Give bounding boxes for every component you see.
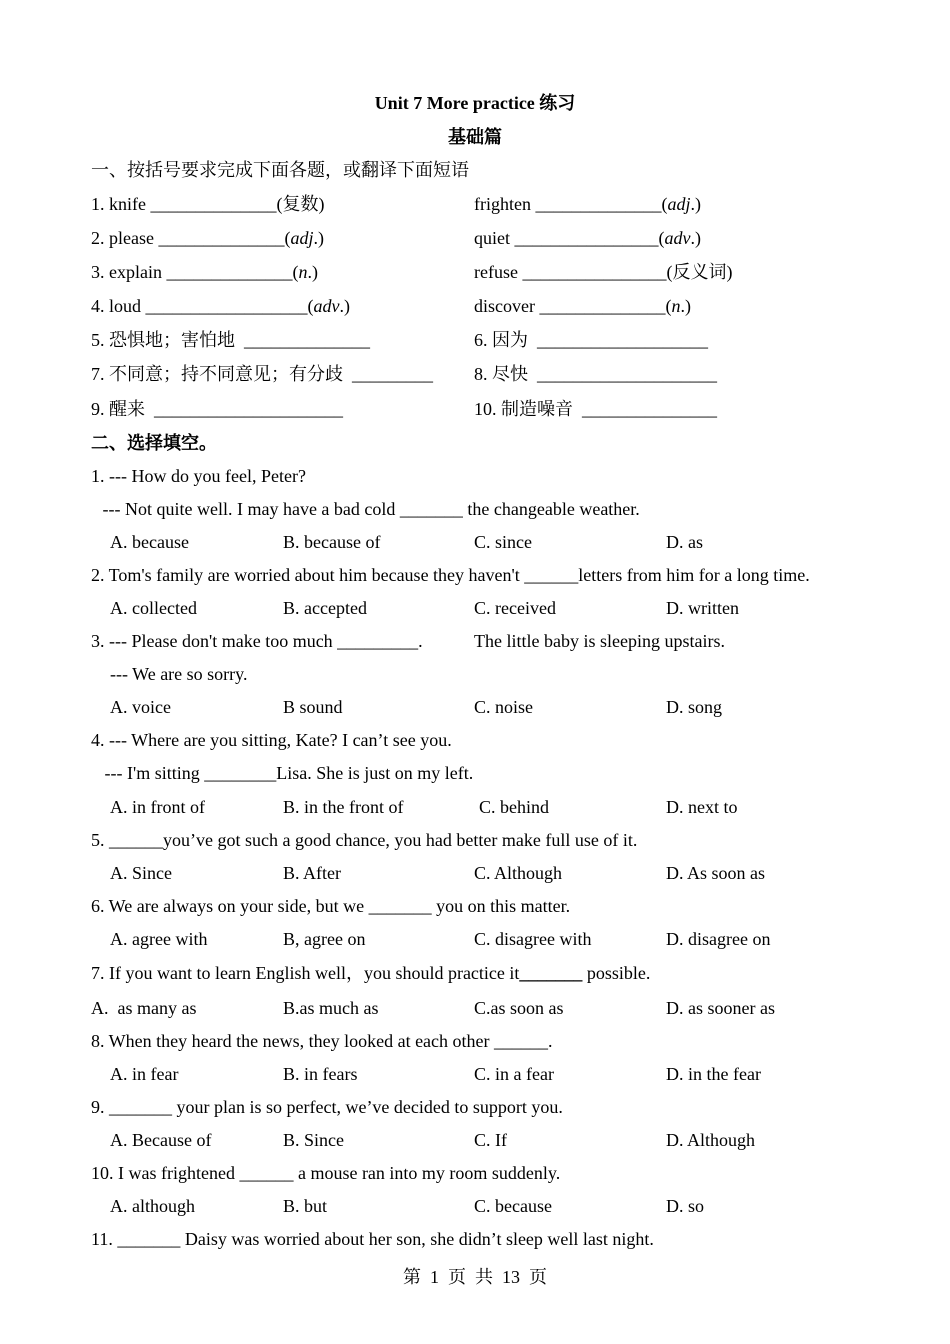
q5-option-c: C. Although bbox=[474, 863, 563, 883]
q3-option-c: C. noise bbox=[474, 697, 534, 717]
q4-option-b: B. in the front of bbox=[283, 797, 404, 817]
s1-item-3-right: refuse ________________(反义词) bbox=[474, 262, 733, 282]
s1-item-1-left: 1. knife ______________(复数) bbox=[91, 194, 325, 214]
q1-option-b: B. because of bbox=[283, 532, 381, 552]
q2-option-b: B. accepted bbox=[283, 598, 367, 618]
question-3-cont: The little baby is sleeping upstairs. bbox=[474, 631, 725, 651]
q4-option-a: A. in front of bbox=[110, 797, 205, 817]
q5-option-d: D. As soon as bbox=[666, 863, 766, 883]
q2-option-a: A. collected bbox=[110, 598, 197, 618]
question-9: 9. _______ your plan is so perfect, we’ve decided to support you. bbox=[91, 1097, 563, 1117]
page-subtitle: 基础篇 bbox=[448, 127, 502, 147]
s1-item-7-left: 9. 醒来 _____________________ bbox=[91, 399, 343, 419]
question-6: 6. We are always on your side, but we _______ you on this matter. bbox=[91, 896, 571, 916]
q5-option-a: A. Since bbox=[110, 863, 172, 883]
q8-option-b: B. in fears bbox=[283, 1064, 358, 1084]
q6-option-a: A. agree with bbox=[110, 929, 208, 949]
s1-item-4-left: 4. loud __________________(adv.) bbox=[91, 296, 350, 316]
q2-option-d: D. written bbox=[666, 598, 739, 618]
question-3-line-2: --- We are so sorry. bbox=[110, 664, 248, 684]
q7-option-b: B.as much as bbox=[283, 998, 379, 1018]
q9-option-a: A. Because of bbox=[110, 1130, 212, 1150]
s1-item-7-right: 10. 制造噪音 _______________ bbox=[474, 399, 717, 419]
s1-item-2-right: quiet ________________(adv.) bbox=[474, 228, 701, 248]
q1-option-c: C. since bbox=[474, 532, 532, 552]
q4-option-d: D. next to bbox=[666, 797, 738, 817]
q5-option-b: B. After bbox=[283, 863, 341, 883]
q8-option-d: D. in the fear bbox=[666, 1064, 761, 1084]
s1-item-5-left: 5. 恐惧地；害怕地 ______________ bbox=[91, 330, 370, 350]
q9-option-b: B. Since bbox=[283, 1130, 344, 1150]
question-4: 4. --- Where are you sitting, Kate? I can’t see you. bbox=[91, 730, 452, 750]
section2-heading: 二、选择填空。 bbox=[91, 433, 217, 453]
s1-item-4-right: discover ______________(n.) bbox=[474, 296, 691, 316]
question-2: 2. Tom's family are worried about him because they haven't ______letters from him for a long time. bbox=[91, 565, 810, 585]
q2-option-c: C. received bbox=[474, 598, 556, 618]
s1-item-6-right: 8. 尽快 ____________________ bbox=[474, 364, 717, 384]
s1-item-3-left: 3. explain ______________(n.) bbox=[91, 262, 318, 282]
q3-option-a: A. voice bbox=[110, 697, 171, 717]
question-1: 1. --- How do you feel, Peter? bbox=[91, 466, 306, 486]
s1-item-1-right: frighten ______________(adj.) bbox=[474, 194, 701, 214]
q8-option-a: A. in fear bbox=[110, 1064, 179, 1084]
q10-option-a: A. although bbox=[110, 1196, 195, 1216]
q6-option-c: C. disagree with bbox=[474, 929, 592, 949]
question-8: 8. When they heard the news, they looked at each other ______. bbox=[91, 1031, 553, 1051]
question-1-line-2: --- Not quite well. I may have a bad cold _______ the changeable weather. bbox=[98, 499, 640, 519]
q6-option-b: B, agree on bbox=[283, 929, 366, 949]
q4-option-c: C. behind bbox=[479, 797, 549, 817]
q8-option-c: C. in a fear bbox=[474, 1064, 554, 1084]
q10-option-c: C. because bbox=[474, 1196, 552, 1216]
q6-option-d: D. disagree on bbox=[666, 929, 771, 949]
page-footer: 第 1 页 共 13 页 bbox=[403, 1267, 547, 1287]
s1-item-2-left: 2. please ______________(adj.) bbox=[91, 228, 324, 248]
q1-option-d: D. as bbox=[666, 532, 703, 552]
s1-item-5-right: 6. 因为 ___________________ bbox=[474, 330, 708, 350]
question-5: 5. ______you’ve got such a good chance, you had better make full use of it. bbox=[91, 830, 638, 850]
question-3: 3. --- Please don't make too much _________. bbox=[91, 631, 423, 651]
question-4-line-2: --- I'm sitting ________Lisa. She is just on my left. bbox=[100, 763, 474, 783]
q1-option-a: A. because bbox=[110, 532, 189, 552]
q10-option-b: B. but bbox=[283, 1196, 328, 1216]
q7-option-a: A. as many as bbox=[91, 998, 197, 1018]
question-10: 10. I was frightened ______ a mouse ran into my room suddenly. bbox=[91, 1163, 561, 1183]
page-title: Unit 7 More practice 练习 bbox=[374, 93, 576, 113]
section1-heading: 一、按括号要求完成下面各题，或翻译下面短语 bbox=[91, 160, 469, 180]
s1-item-6-left: 7. 不同意；持不同意见；有分歧 _________ bbox=[91, 364, 433, 384]
question-11: 11. _______ Daisy was worried about her son, she didn’t sleep well last night. bbox=[91, 1229, 654, 1249]
q7-option-d: D. as sooner as bbox=[666, 998, 775, 1018]
q9-option-c: C. If bbox=[474, 1130, 507, 1150]
q7-option-c: C.as soon as bbox=[474, 998, 564, 1018]
q10-option-d: D. so bbox=[666, 1196, 705, 1216]
question-7: 7. If you want to learn English well，you should practice it_______ possible. bbox=[91, 963, 651, 983]
q3-option-b: B sound bbox=[283, 697, 343, 717]
q9-option-d: D. Although bbox=[666, 1130, 756, 1150]
q3-option-d: D. song bbox=[666, 697, 723, 717]
